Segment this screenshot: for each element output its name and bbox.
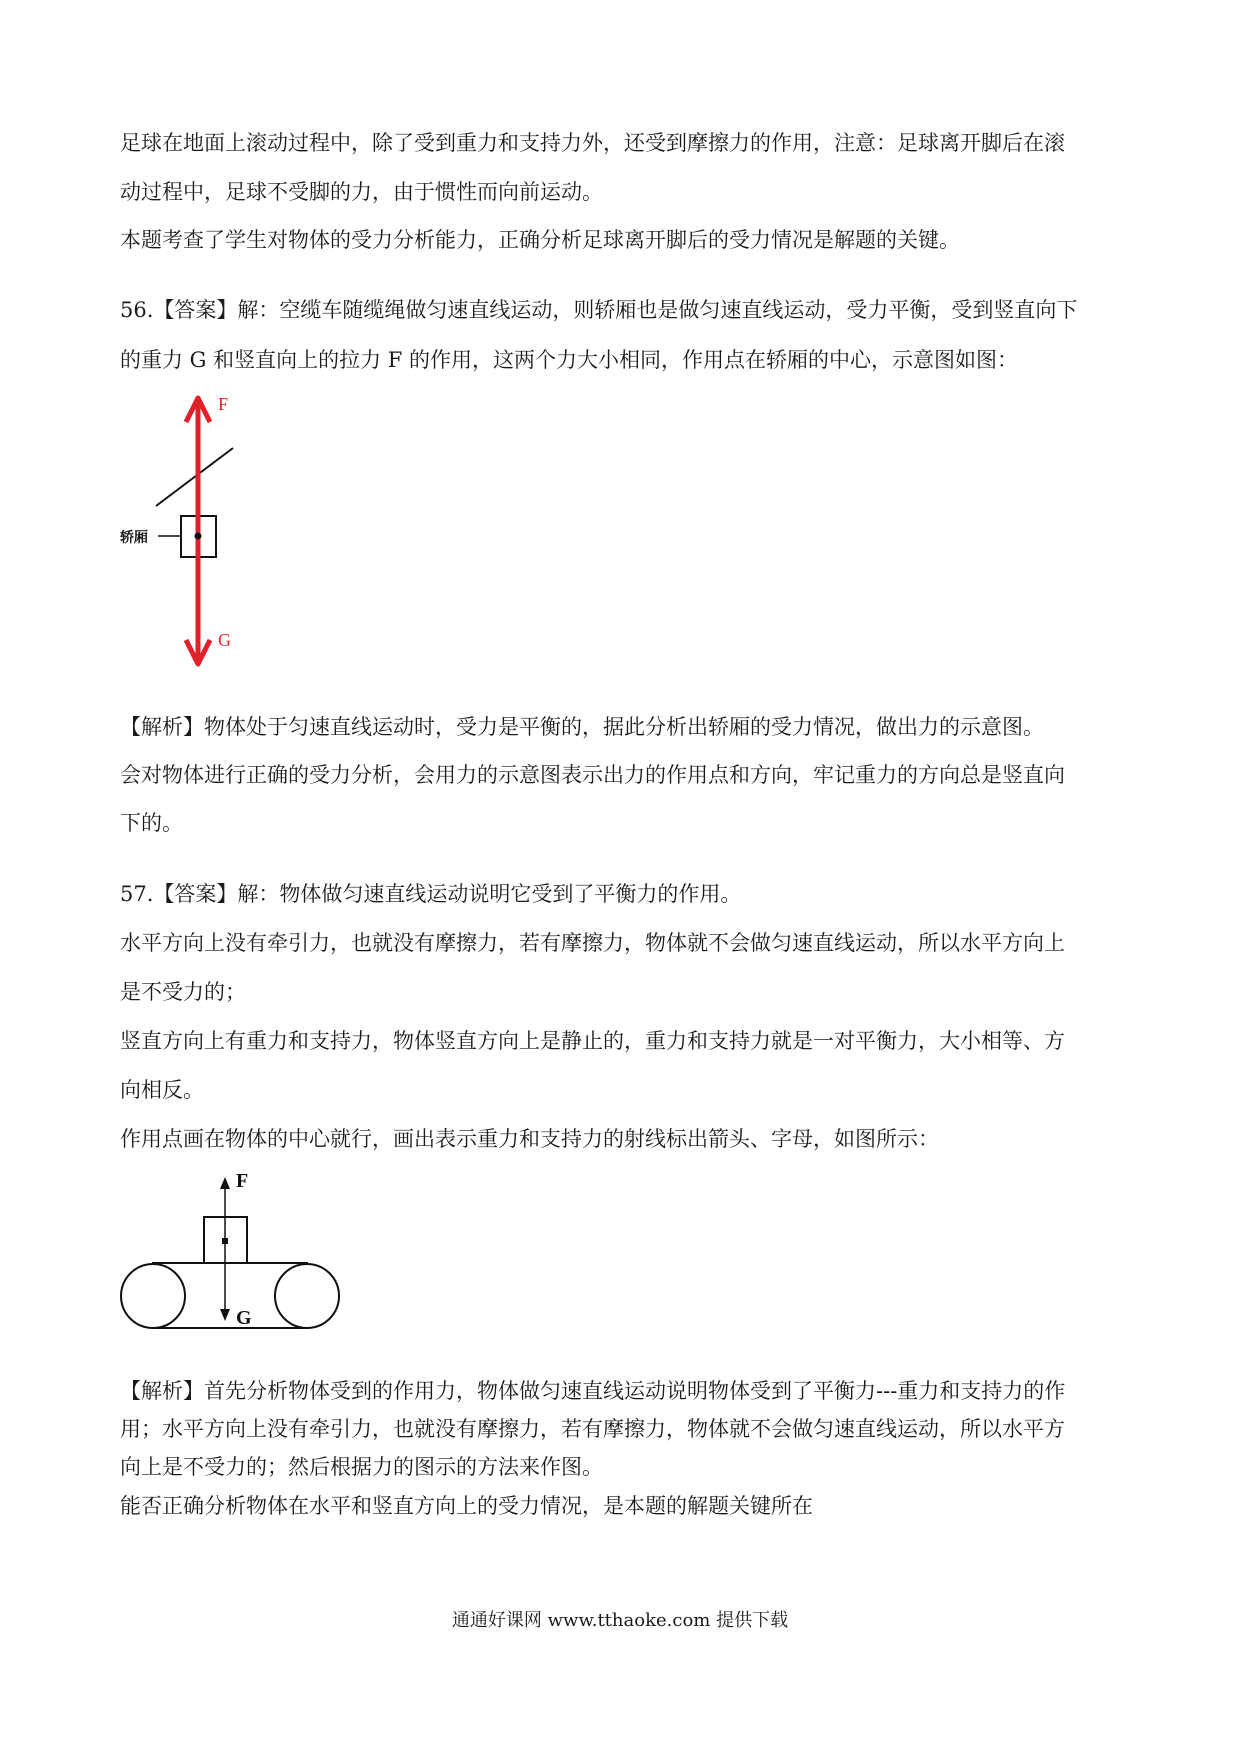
q57-conveyor-force-diagram: [120, 1165, 350, 1355]
intro-line-1: 足球在地面上滚动过程中，除了受到重力和支持力外，还受到摩擦力的作用，注意：足球离开脚后在滚: [120, 131, 1065, 155]
action-point: [195, 533, 202, 540]
q56-cable-car-force-diagram: [118, 388, 258, 678]
right-roller: [275, 1264, 339, 1328]
arrow-head-f: [220, 1177, 230, 1189]
q57-line-6: 作用点画在物体的中心就行，画出表示重力和支持力的射线标出箭头、字母，如图所示：: [120, 1127, 939, 1151]
q57-analysis-line-2: 用；水平方向上没有牵引力，也就没有摩擦力，若有摩擦力，物体就不会做匀速直线运动，所以水平方: [120, 1417, 1065, 1441]
label-f: F: [236, 1170, 249, 1192]
q57-analysis-line-3: 向上是不受力的；然后根据力的图示的方法来作图。: [120, 1455, 603, 1479]
label-f: F: [218, 394, 229, 414]
q57-analysis-line-4: 能否正确分析物体在水平和竖直方向上的受力情况，是本题的解题关键所在: [120, 1494, 813, 1518]
intro-line-2: 动过程中，足球不受脚的力，由于惯性而向前运动。: [120, 180, 603, 204]
q57-line-3: 是不受力的；: [120, 980, 246, 1004]
q56-analysis-line-2: 会对物体进行正确的受力分析，会用力的示意图表示出力的作用点和方向，牢记重力的方向总是竖直向: [120, 763, 1065, 787]
q56-answer-line-2: 的重力 G 和竖直向上的拉力 F 的作用，这两个力大小相同，作用点在轿厢的中心，示意图如图：: [120, 348, 1019, 372]
q57-line-2: 水平方向上没有牵引力，也就没有摩擦力，若有摩擦力，物体就不会做匀速直线运动，所以水平方向上: [120, 931, 1065, 955]
label-g: G: [218, 630, 231, 650]
q56-analysis-line-3: 下的。: [120, 811, 183, 835]
label-g: G: [236, 1307, 252, 1329]
q57-line-4: 竖直方向上有重力和支持力，物体竖直方向上是静止的，重力和支持力就是一对平衡力，大小相等、方: [120, 1029, 1065, 1053]
page-footer: 通通好课网 www.tthaoke.com 提供下载: [451, 1610, 789, 1631]
action-point: [222, 1238, 228, 1244]
left-roller: [121, 1264, 185, 1328]
q57-analysis-line-1: 【解析】首先分析物体受到的作用力，物体做匀速直线运动说明物体受到了平衡力---重力和支持力的作: [120, 1379, 1066, 1403]
q57-answer-line-1: 57.【答案】解：物体做匀速直线运动说明它受到了平衡力的作用。: [120, 882, 742, 906]
q56-answer-line-1: 56.【答案】解：空缆车随缆绳做匀速直线运动，则轿厢也是做匀速直线运动，受力平衡，受到竖直向下: [120, 298, 1078, 322]
arrow-head-g: [220, 1309, 230, 1321]
label-car: 轿厢: [120, 530, 148, 546]
intro-line-3: 本题考查了学生对物体的受力分析能力，正确分析足球离开脚后的受力情况是解题的关键。: [120, 228, 960, 252]
q56-analysis-line-1: 【解析】物体处于匀速直线运动时，受力是平衡的，据此分析出轿厢的受力情况，做出力的示意图。: [120, 715, 1044, 739]
cable-line: [156, 448, 233, 506]
q57-line-5: 向相反。: [120, 1078, 204, 1102]
